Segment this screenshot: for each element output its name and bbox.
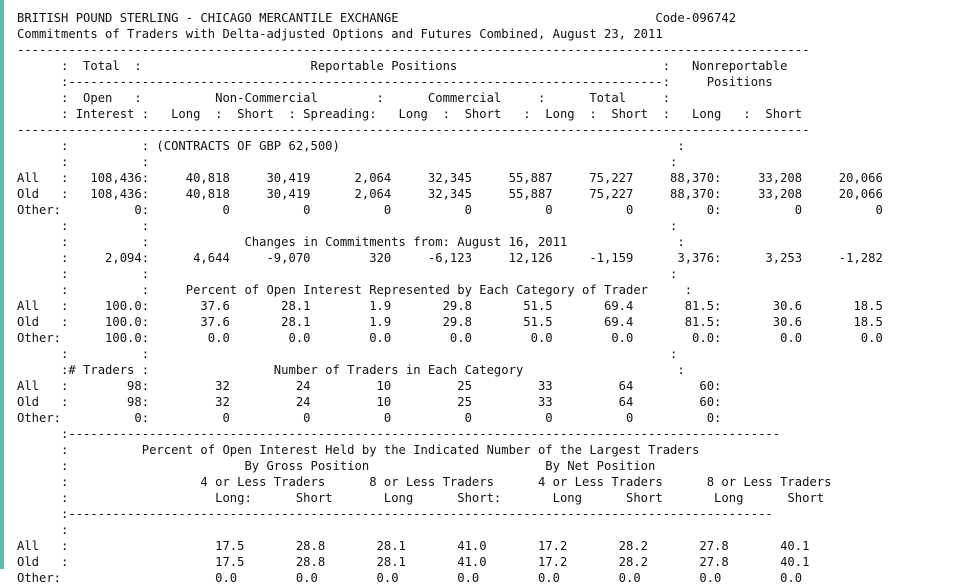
concentration-heading: : Percent of Open Interest Held by the Indicated Number of the Largest Traders [17,443,700,457]
concentration-old-row: Old : 17.5 28.8 28.1 41.0 17.2 28.2 27.8 40.1 [17,555,810,569]
concentration-trader-groups: : 4 or Less Traders 8 or Less Traders 4 or Less Traders 8 or Less Traders [17,475,832,489]
concentration-all-row: All : 17.5 28.8 28.1 41.0 17.2 28.2 27.8 40.1 [17,539,810,553]
changes-heading: : : Changes in Commitments from: August 16, 2011 : [17,235,685,249]
traders-all-row: All : 98: 32 24 10 25 33 64 60: [17,379,722,393]
positions-other-row: Other: 0: 0 0 0 0 0 0 0: 0 0 [17,203,883,217]
spacer-row: : : : [17,267,678,281]
percent-all-row: All : 100.0: 37.6 28.1 1.9 29.8 51.5 69.4 81.5: 30.6 18.5 [17,299,883,313]
spacer-row: : : : [17,219,678,233]
separator-line: :------------------------------------------------------------------------------------------------- [17,427,781,441]
spacer-row: : : : [17,347,678,361]
column-header-row-1: : Total : Reportable Positions : Nonreportable [17,59,788,73]
positions-all-row: All : 108,436: 40,818 30,419 2,064 32,345 55,887 75,227 88,370: 33,208 20,066 [17,171,883,185]
spacer-row: : [17,523,69,537]
concentration-other-row: Other: 0.0 0.0 0.0 0.0 0.0 0.0 0.0 0.0 [17,571,803,585]
percent-other-row: Other: 100.0: 0.0 0.0 0.0 0.0 0.0 0.0 0.0: 0.0 0.0 [17,331,883,345]
concentration-long-short: : Long: Short Long Short: Long Short Long Short [17,491,825,505]
traders-heading: :# Traders : Number of Traders in Each Category : [17,363,685,377]
traders-old-row: Old : 98: 32 24 10 25 33 64 60: [17,395,722,409]
contracts-unit-row: : : (CONTRACTS OF GBP 62,500) : [17,139,685,153]
changes-row: : 2,094: 4,644 -9,070 320 -6,123 12,126 -1,159 3,376: 3,253 -1,282 [17,251,883,265]
report-title: BRITISH POUND STERLING - CHICAGO MERCANTILE EXCHANGE Code-096742 [17,11,737,25]
cot-report [17,10,883,586]
positions-old-row: Old : 108,436: 40,818 30,419 2,064 32,345 55,887 75,227 88,370: 33,208 20,066 [17,187,883,201]
percent-old-row: Old : 100.0: 37.6 28.1 1.9 29.8 51.5 69.4 81.5: 30.6 18.5 [17,315,883,329]
column-header-row-2: :---------------------------------------------------------------------------------: Positions [17,75,773,89]
column-header-row-3: : Open : Non-Commercial : Commercial : Total : [17,91,671,105]
separator-line: ------------------------------------------------------------------------------------------------------------ [17,43,810,57]
window-left-edge [0,0,4,569]
separator-line: ------------------------------------------------------------------------------------------------------------ [17,123,810,137]
percent-heading: : : Percent of Open Interest Represented by Each Category of Trader : [17,283,693,297]
report-subtitle: Commitments of Traders with Delta-adjusted Options and Futures Combined, August 23, 2011 [17,27,663,41]
concentration-subheading: : By Gross Position By Net Position [17,459,656,473]
column-header-row-4: : Interest : Long : Short : Spreading: Long : Short : Long : Short : Long : Short [17,107,803,121]
traders-other-row: Other: 0: 0 0 0 0 0 0 0: [17,411,722,425]
separator-line: :------------------------------------------------------------------------------------------------ [17,507,773,521]
spacer-row: : : : [17,155,678,169]
